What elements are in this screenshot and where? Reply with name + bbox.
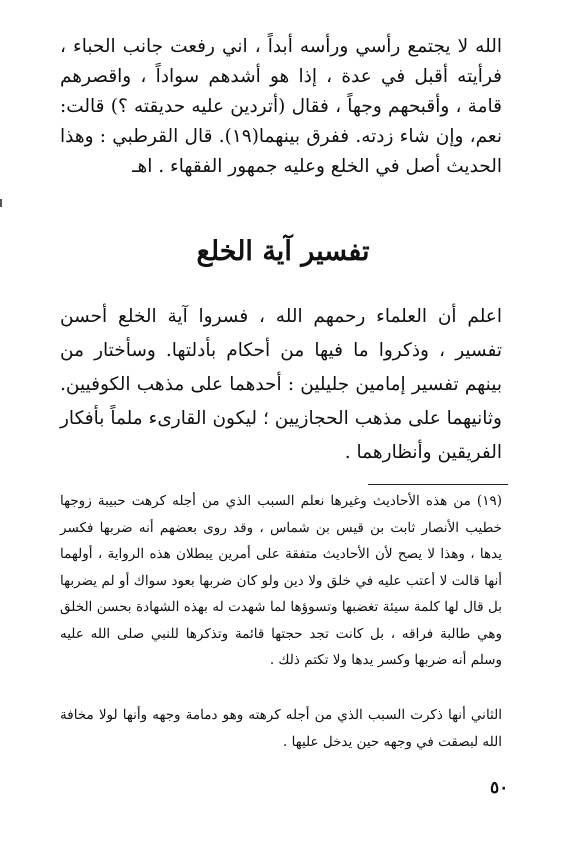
footnote-19: (١٩) من هذه الأحاديث وغيرها نعلم السبب الذي من أجله كرهت حبيبة زوجها خطيب الأنصار ثابت بن قيس بن شماس ، وقد روى بعضهم أنه ضربها فكسر يدها ، وهذا لا يصح لأن الأحاديث متفقة على أمرين يبطلان هذه الرواية ، أولهما أنها قالت لا أعتب عليه في خلق ولا دين ولو كان ضربها بعود سواك أو لم يضربها بل قال لها كلمة سيئة تغضبها وتسوؤها لما شهدت له بهذه الشهادة بحسن الخلق وهي طالبة فراقه ، بل كانت تجد حجتها قائمة وتذكرها للنبي صلى الله عليه وسلم أنه ضربها وكسر يدها ولا تكتم ذلك . [60,493,502,668]
footnote-continuation: الثاني أنها ذكرت السبب الذي من أجله كرهته وهو دمامة وجهه وأنها لولا مخافة الله لبصقت في وجهه حين يدخل عليها . [60,707,502,750]
section-heading: تفسير آية الخلع [196,236,370,267]
page-number: ٥٠ [490,778,509,798]
footnote-separator [368,484,508,485]
body-paragraph-1: الله لا يجتمع رأسي ورأسه أبداً ، اني رفعت جانب الحباء ، فرأيته أقبل في عدة ، إذا هو أشدهم سواداً ، واقصرهم قامة ، وأقبحهم وجهاً ، فقال (أتردين عليه حديقته ؟) قالت: نعم، وإن شاء زدته. ففرق بينهما(١٩). قال القرطبي : وهذا الحديث أصل في الخلع وعليه جمهور الفقهاء . اهـ [60,36,502,177]
margin-mark [0,199,2,207]
body-paragraph-2: اعلم أن العلماء رحمهم الله ، فسروا آية الخلع أحسن تفسير ، وذكروا ما فيها من أحكام بأدلتها. وسأختار من بينهم تفسير إمامين جليلين : أحدهما على مذهب الكوفيين. وثانيهما على مذهب الحجازيين ؛ ليكون القارىء ملماً بأفكار الفريقين وأنظارهما . [60,306,502,463]
